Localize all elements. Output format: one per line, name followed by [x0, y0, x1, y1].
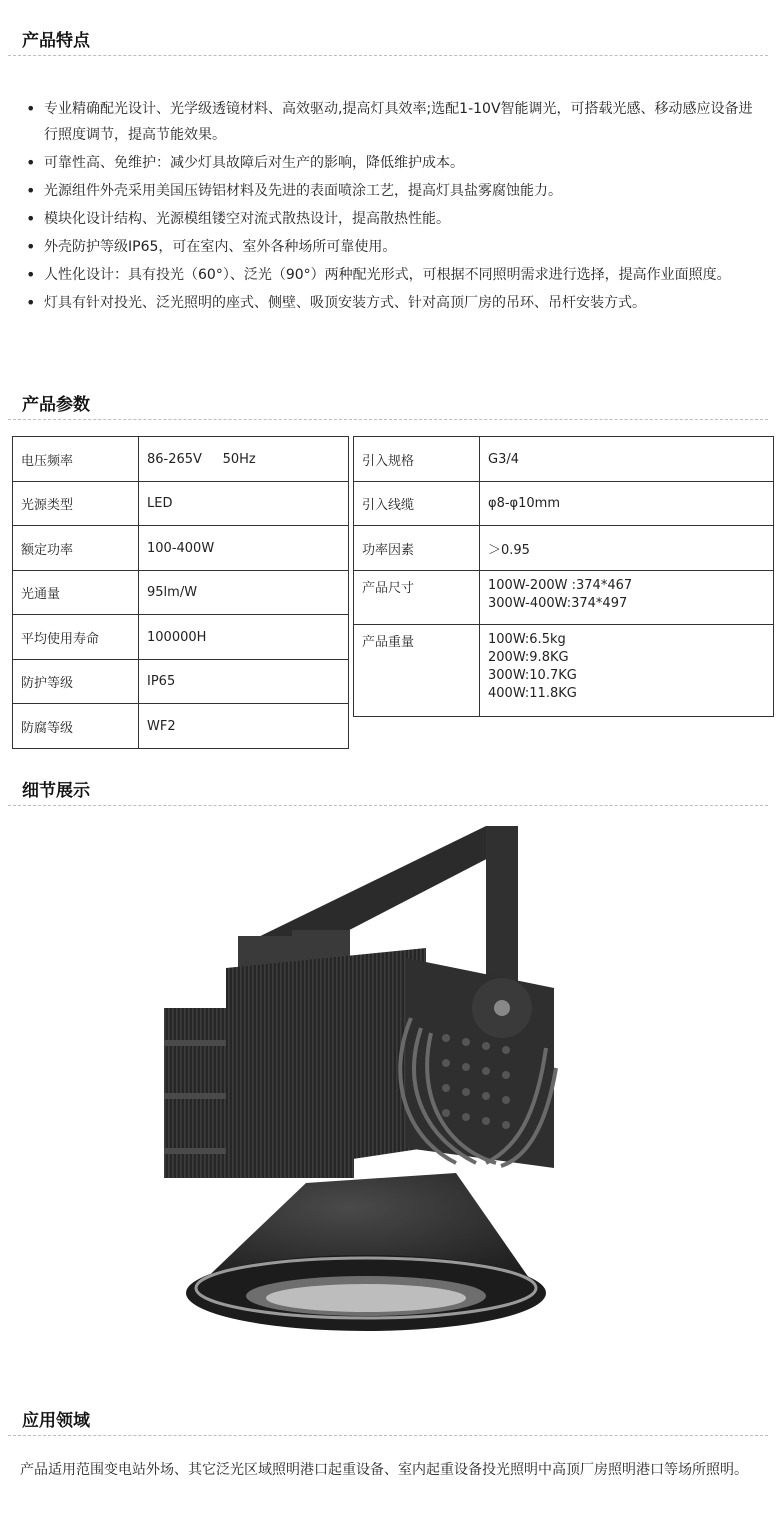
param-key: 平均使用寿命: [13, 615, 139, 660]
param-key: 电压频率: [13, 437, 139, 482]
param-value: [480, 571, 774, 625]
params-table-left: [12, 436, 349, 749]
param-key: 防护等级: [13, 660, 139, 704]
param-key: 额定功率: [13, 526, 139, 571]
section-title-details: 细节展示: [22, 781, 90, 801]
param-key: 功率因素: [354, 526, 480, 571]
param-key: 光源类型: [13, 482, 139, 526]
section-divider: [8, 55, 768, 56]
table-row: [354, 625, 774, 717]
table-row: [13, 704, 349, 749]
section-divider: [8, 419, 768, 420]
table-row: [13, 437, 349, 482]
section-header-params: [0, 390, 776, 420]
section-title-features: 产品特点: [22, 31, 90, 51]
size-line: 300W-400W:374*497: [488, 596, 628, 611]
weight-line: 300W:10.7KG: [488, 668, 577, 683]
section-divider: [8, 1435, 768, 1436]
section-header-application: [0, 1406, 776, 1436]
size-line: 100W-200W :374*467: [488, 578, 633, 593]
feature-list: [20, 96, 760, 318]
feature-item: • 专业精确配光设计、光学级透镜材料、高效驱动,提高灯具效率;选配1-10V智能调光，可搭载光感、移动感应设备进行照度调节，提高节能效果。: [20, 96, 760, 148]
params-table-right: [353, 436, 774, 717]
table-row: [354, 482, 774, 526]
param-value: WF2: [139, 704, 349, 749]
section-title-application: 应用领域: [22, 1411, 90, 1431]
table-row: [354, 571, 774, 625]
param-value: ＞0.95: [480, 526, 774, 571]
application-text: 产品适用范围变电站外场、其它泛光区域照明港口起重设备、室内起重设备投光照明中高顶厂房照明港口等场所照明。: [20, 1462, 748, 1478]
param-value: 100000H: [139, 615, 349, 660]
param-key: 产品尺寸: [354, 571, 480, 625]
table-row: [13, 571, 349, 615]
param-value: G3/4: [480, 437, 774, 482]
section-header-features: [0, 26, 776, 56]
feature-item: • 模块化设计结构、光源模组镂空对流式散热设计，提高散热性能。: [20, 206, 760, 232]
section-divider: [8, 805, 768, 806]
param-key: 引入线缆: [354, 482, 480, 526]
param-key: 防腐等级: [13, 704, 139, 749]
param-value: φ8-φ10mm: [480, 482, 774, 526]
param-value: LED: [139, 482, 349, 526]
table-row: [13, 526, 349, 571]
param-value: 86-265V 50Hz: [139, 437, 349, 482]
param-key: 引入规格: [354, 437, 480, 482]
param-key: 光通量: [13, 571, 139, 615]
section-title-params: 产品参数: [22, 395, 90, 415]
table-row: [13, 660, 349, 704]
feature-item: • 可靠性高、免维护：减少灯具故障后对生产的影响，降低维护成本。: [20, 150, 760, 176]
table-row: [13, 482, 349, 526]
table-row: [354, 526, 774, 571]
table-row: [13, 615, 349, 660]
feature-item: • 外壳防护等级IP65，可在室内、室外各种场所可靠使用。: [20, 234, 760, 260]
param-value: 100-400W: [139, 526, 349, 571]
weight-line: 100W:6.5kg: [488, 632, 566, 647]
table-row: [354, 437, 774, 482]
section-header-details: [0, 776, 776, 806]
product-image: [156, 818, 616, 1386]
param-value: [480, 625, 774, 717]
weight-line: 400W:11.8KG: [488, 686, 577, 701]
weight-line: 200W:9.8KG: [488, 650, 569, 665]
feature-item: • 人性化设计：具有投光（60°）、泛光（90°）两种配光形式，可根据不同照明需求进行选择，提高作业面照度。: [20, 262, 760, 288]
param-value: IP65: [139, 660, 349, 704]
param-key: 产品重量: [354, 625, 480, 717]
feature-item: • 灯具有针对投光、泛光照明的座式、侧壁、吸顶安装方式、针对高顶厂房的吊环、吊杆安装方式。: [20, 290, 760, 316]
param-value: 95lm/W: [139, 571, 349, 615]
feature-item: • 光源组件外壳采用美国压铸铝材料及先进的表面喷涂工艺，提高灯具盐雾腐蚀能力。: [20, 178, 760, 204]
